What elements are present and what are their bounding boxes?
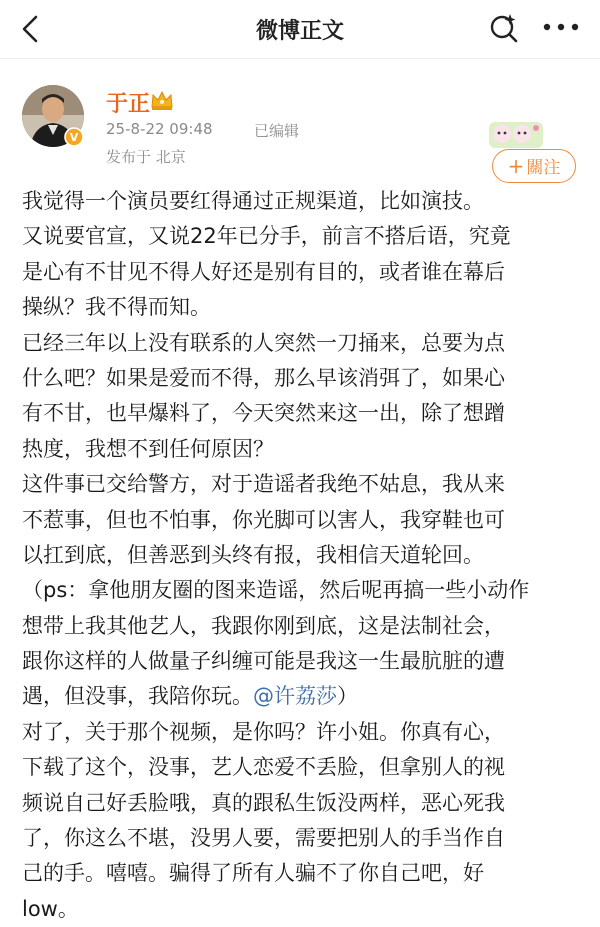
crown-icon <box>150 89 174 111</box>
post-line: 有不甘，也早爆料了，今天突然来这一出，除了想蹭 <box>22 401 505 426</box>
post-line: 操纵？我不得而知。 <box>22 295 211 320</box>
follow-button[interactable] <box>492 149 576 183</box>
post-line: low。 <box>22 896 79 921</box>
post-line: 已经三年以上没有联系的人突然一刀捅来，总要为点 <box>22 330 505 355</box>
post-line: 又说要官宣，又说22年已分手，前言不搭后语，究竟 <box>22 224 511 249</box>
post-line: 跟你这样的人做量子纠缠可能是我这一生最肮脏的遭 <box>22 649 505 674</box>
post-location: 发布于 北京 <box>106 148 186 166</box>
post-line: 热度，我想不到任何原因？ <box>22 436 274 461</box>
author-name[interactable]: 于正 <box>106 92 151 117</box>
post-line: 了，你这么不堪，没男人要，需要把别人的手当作自 <box>22 826 505 851</box>
verified-badge-icon <box>64 127 84 147</box>
search-sparkle-icon[interactable] <box>488 12 520 44</box>
post-line: 我觉得一个演员要红得通过正规渠道，比如演技。 <box>22 189 484 213</box>
svg-text:V: V <box>69 131 79 144</box>
cartoon-sticker-icon <box>488 119 544 149</box>
post-line: 这件事已交给警方，对于造谣者我绝不姑息，我从来 <box>22 472 505 497</box>
post-line: 对了，关于那个视频，是你吗？许小姐。你真有心， <box>22 719 505 744</box>
post-line: 想带上我其他艺人，我跟你刚到底，这是法制社会， <box>22 613 505 638</box>
post-content <box>22 184 582 927</box>
post-line: 不惹事，但也不怕事，你光脚可以害人，我穿鞋也可 <box>22 507 505 532</box>
post-line: （ps：拿他朋友圈的图来造谣，然后呢再搞一些小动作 <box>22 578 530 603</box>
post-time: 25-8-22 09:48 <box>106 120 213 138</box>
post-line: 什么吧？如果是爱而不得，那么早该消弭了，如果心 <box>22 365 505 390</box>
post-line: 下载了这个，没事，艺人恋爱不丢脸，但拿别人的视 <box>22 755 505 780</box>
author-header <box>0 59 600 178</box>
top-nav-bar <box>0 0 600 59</box>
post-line: 以扛到底，但善恶到头终有报，我相信天道轮回。 <box>22 542 484 567</box>
post-line: 频说自己好丢脸哦，真的跟私生饭没两样，恶心死我 <box>22 790 505 815</box>
plus-icon: + <box>507 154 525 178</box>
ellipsis-icon[interactable] <box>542 20 580 34</box>
post-line: 是心有不甘见不得人好还是别有目的，或者谁在幕后 <box>22 259 505 284</box>
post-line: 己的手。嘻嘻。骗得了所有人骗不了你自己吧，好 <box>22 861 484 886</box>
edited-label[interactable]: 已编辑 <box>254 122 300 140</box>
post-line-with-mention <box>22 679 582 714</box>
mention-link[interactable]: @许荔莎 <box>253 684 337 709</box>
post-line-text: ） <box>337 684 358 709</box>
page-title: 微博正文 <box>255 19 344 44</box>
post-line-text: 遇，但没事，我陪你玩。 <box>22 684 253 709</box>
follow-label: 關注 <box>526 158 561 178</box>
